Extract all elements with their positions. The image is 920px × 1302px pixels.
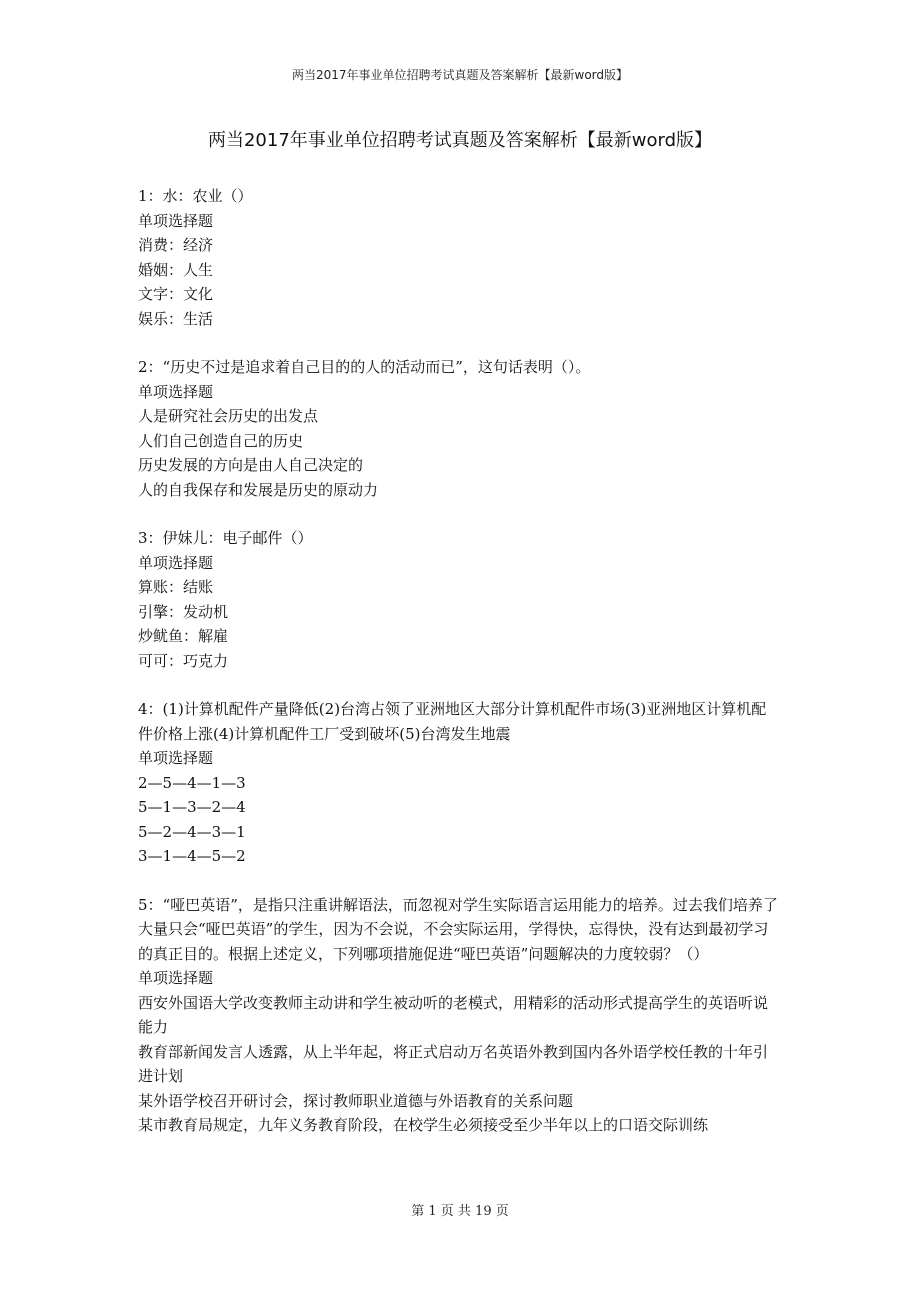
running-header: 两当2017年事业单位招聘考试真题及答案解析【最新word版】	[291, 68, 629, 82]
question-option: 某外语学校召开研讨会，探讨教师职业道德与外语教育的关系问题	[138, 1091, 574, 1110]
question-stem: 5：“哑巴英语”，是指只注重讲解语法，而忽视对学生实际语言运用能力的培养。过去我们培养了大量只会“哑巴英语”的学生，因为不会说，不会实际运用，学得快，忘得快，没有达到最初学习的真正目的。根据上述定义，下列哪项措施促进“哑巴英语”问题解决的力度较弱？（）	[138, 895, 778, 963]
question-option: 消费：经济	[138, 236, 214, 254]
question-option: 历史发展的方向是由人自己决定的	[138, 456, 364, 474]
question-option: 2—5—4—1—3	[138, 773, 246, 792]
question-type: 单项选择题	[138, 969, 214, 987]
question-option: 人们自己创造自己的历史	[138, 431, 304, 450]
question-list	[138, 184, 778, 1162]
question-stem: 3：伊妹儿：电子邮件（）	[138, 529, 313, 547]
question-option: 5—1—3—2—4	[138, 798, 246, 816]
question-option: 引擎：发动机	[138, 602, 229, 621]
question-type: 单项选择题	[138, 749, 214, 767]
question-option: 娱乐：生活	[138, 309, 214, 328]
question-option: 教育部新闻发言人透露，从上半年起，将正式启动万名英语外教到国内各外语学校任教的十年引进计划	[138, 1042, 769, 1085]
question-4	[138, 697, 778, 869]
question-option: 算账：结账	[138, 578, 214, 596]
question-option: 人的自我保存和发展是历史的原动力	[138, 480, 379, 499]
question-5	[138, 893, 778, 1138]
question-stem: 4：(1)计算机配件产量降低(2)台湾占领了亚洲地区大部分计算机配件市场(3)亚洲地区计算机配件价格上涨(4)计算机配件工厂受到破坏(5)台湾发生地震	[138, 700, 767, 743]
question-option: 人是研究社会历史的出发点	[138, 407, 319, 425]
question-option: 可可：巧克力	[138, 651, 229, 670]
question-type: 单项选择题	[138, 553, 214, 572]
document-title: 两当2017年事业单位招聘考试真题及答案解析【最新word版】	[207, 130, 713, 151]
question-stem: 1：水：农业（）	[138, 187, 253, 205]
question-3	[138, 526, 778, 673]
question-option: 西安外国语大学改变教师主动讲和学生被动听的老模式，用精彩的活动形式提高学生的英语听说能力	[138, 993, 769, 1036]
question-type: 单项选择题	[138, 211, 214, 230]
question-2	[138, 355, 778, 502]
question-type: 单项选择题	[138, 382, 214, 401]
question-option: 3—1—4—5—2	[138, 847, 246, 865]
question-option: 某市教育局规定，九年义务教育阶段，在校学生必须接受至少半年以上的口语交际训练	[138, 1116, 709, 1134]
question-option: 婚姻：人生	[138, 260, 214, 279]
question-option: 5—2—4—3—1	[138, 822, 246, 841]
question-1	[138, 184, 778, 331]
question-option: 文字：文化	[138, 285, 214, 303]
question-option: 炒鱿鱼：解雇	[138, 627, 229, 645]
page-number: 第 1 页 共 19 页	[411, 1204, 509, 1219]
question-stem: 2：“历史不过是追求着自己目的的人的活动而已”，这句话表明（）。	[138, 358, 591, 376]
